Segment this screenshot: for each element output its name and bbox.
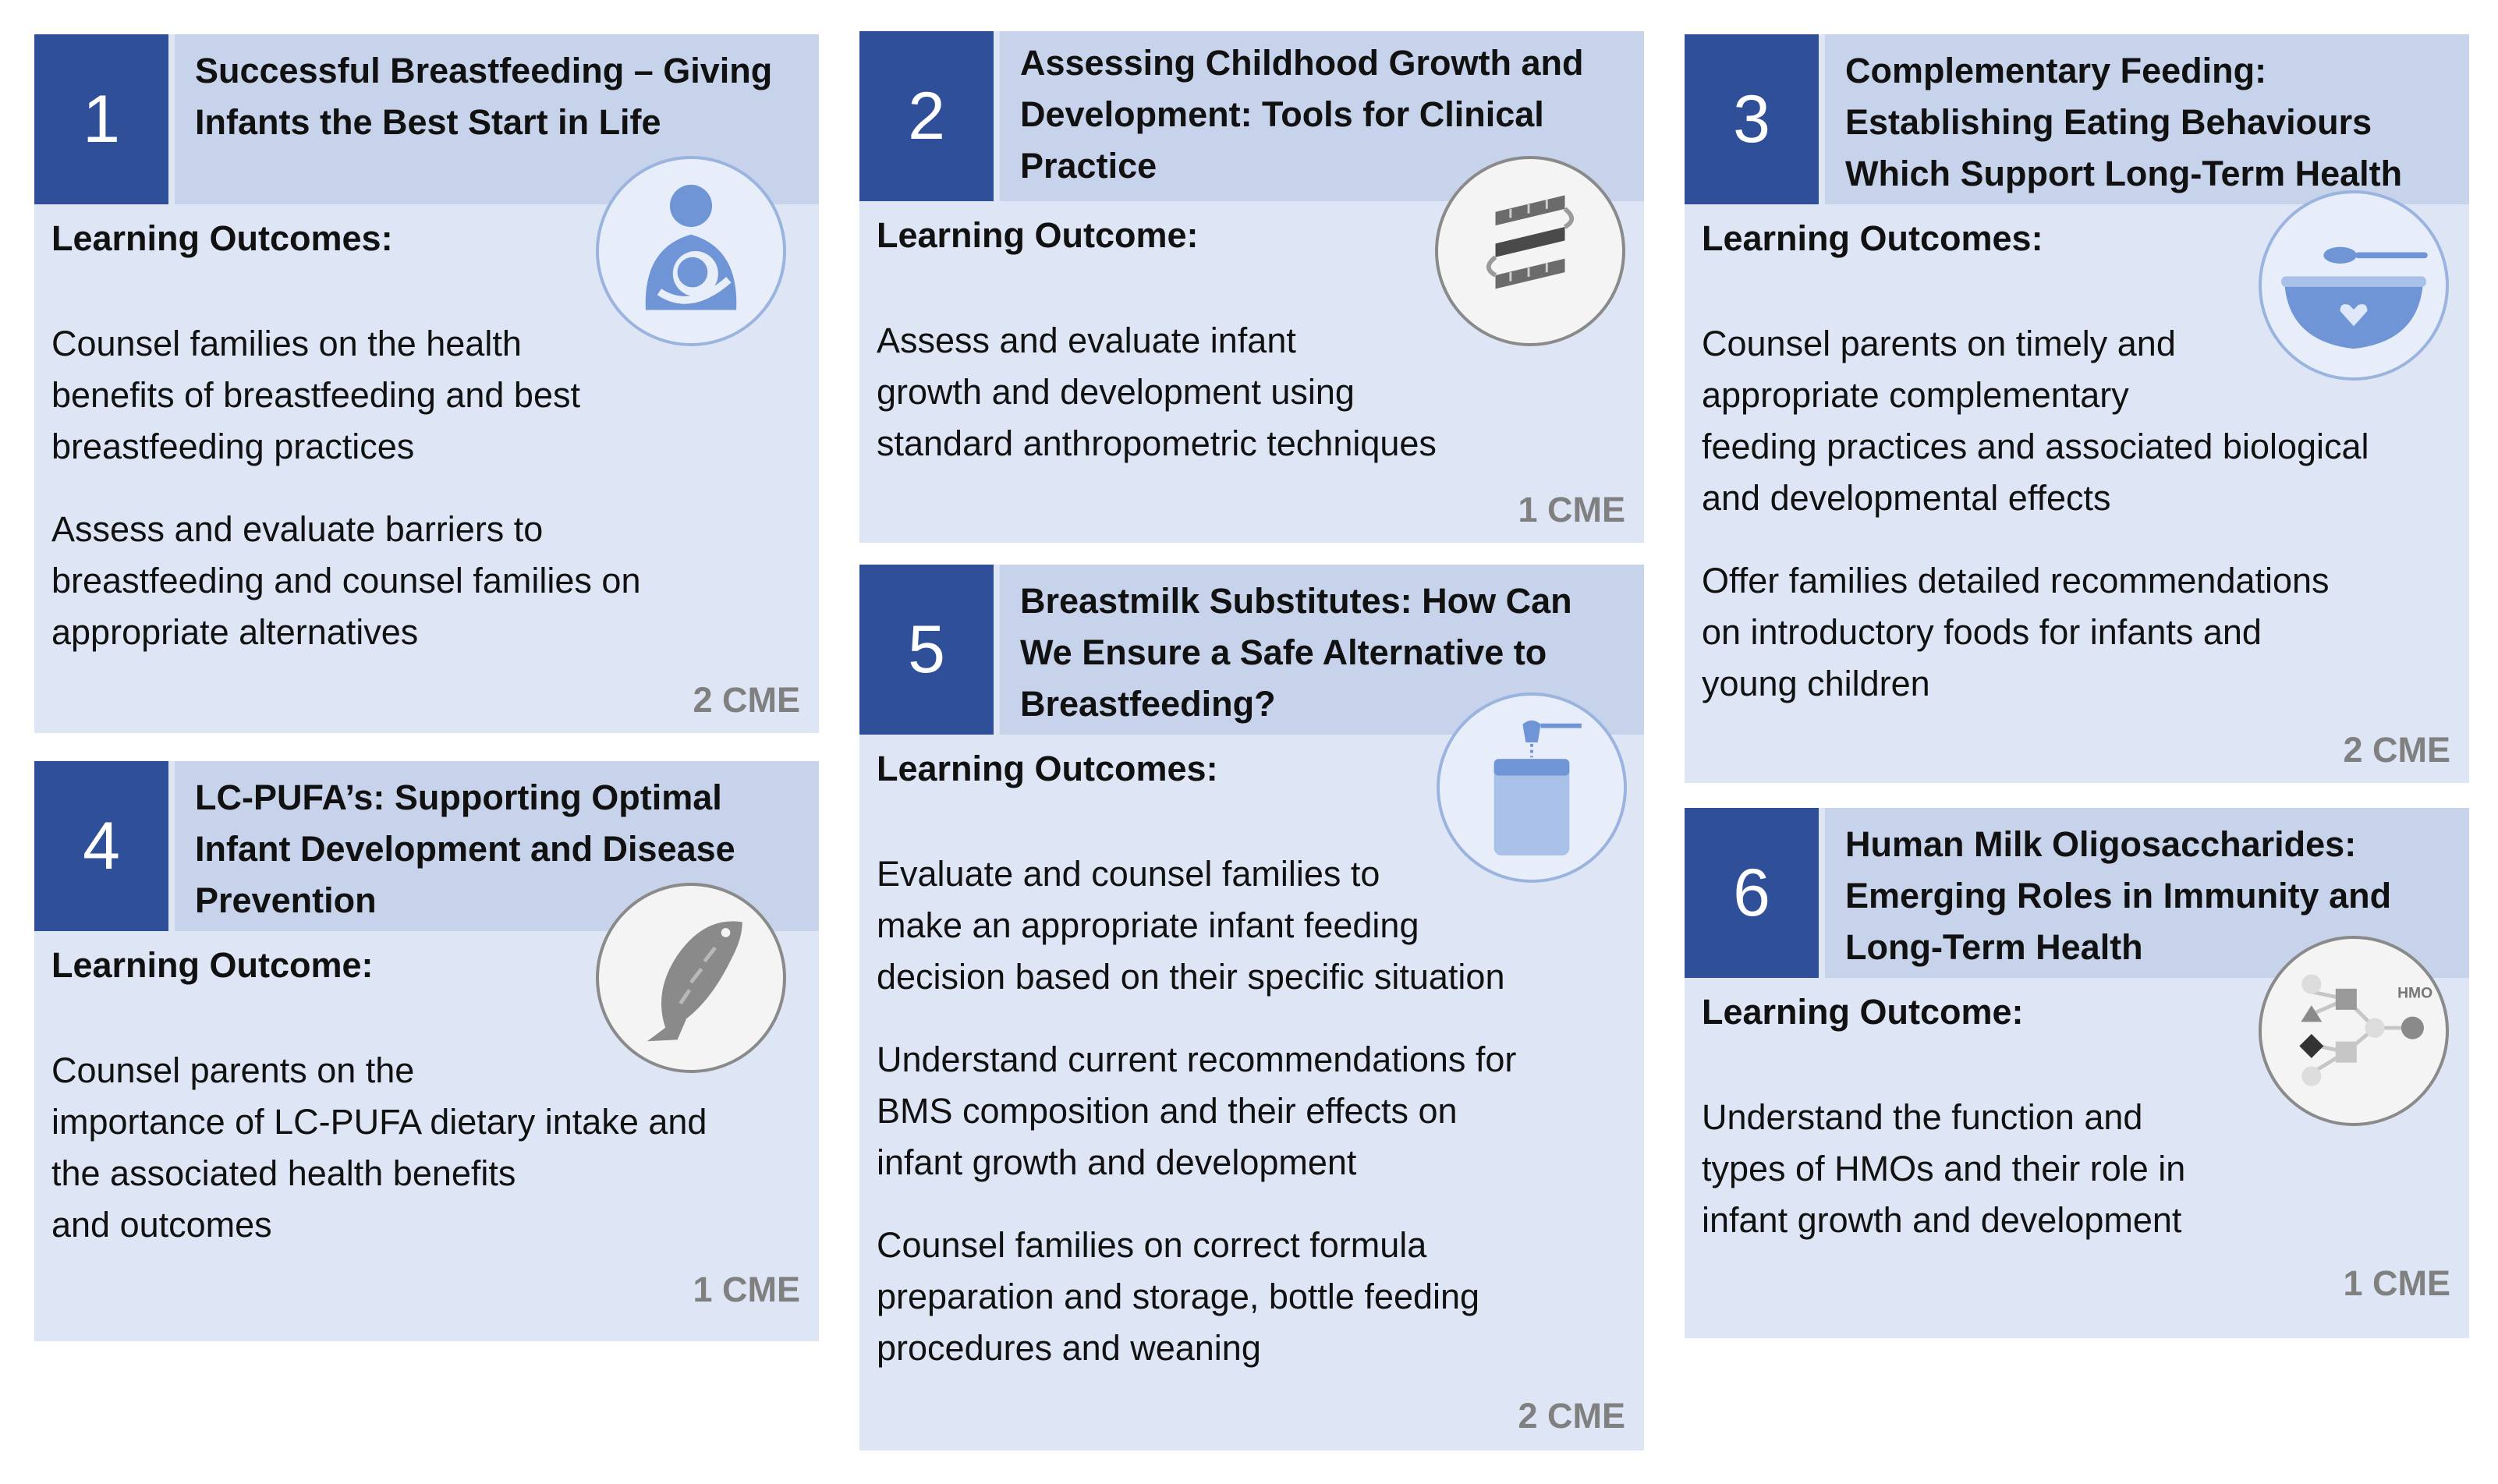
module-title: Human Milk Oligosaccharides: Emerging Roles in Immunity and Long-Term Health <box>1845 824 2392 967</box>
learning-outcomes-heading: Learning Outcomes: <box>877 749 1218 788</box>
module-card-2 <box>859 31 1644 543</box>
learning-outcome-text: Evaluate and counsel families to make an appropriate infant feeding decision based on their specific situation <box>877 854 1505 997</box>
module-number: 5 <box>859 565 994 735</box>
learning-outcomes-heading: Learning Outcome: <box>1702 992 2024 1032</box>
module-title-bar <box>1825 34 2469 204</box>
module-card-1 <box>34 34 819 733</box>
module-number: 3 <box>1685 34 1819 204</box>
module-title: Complementary Feeding: Establishing Eating Behaviours Which Support Long-Term Health <box>1845 51 2403 193</box>
module-title: Assessing Childhood Growth and Development: Tools for Clinical Practice <box>1020 43 1584 186</box>
learning-outcome-text: Offer families detailed recommendations on introductory foods for infants and young children <box>1702 561 2330 703</box>
learning-outcome-text: Understand current recommendations for BMS composition and their effects on infant growth and development <box>877 1040 1517 1182</box>
module-title: Successful Breastfeeding – Giving Infants the Best Start in Life <box>195 51 773 142</box>
cme-credits: 1 CME <box>693 1270 800 1309</box>
cme-credits: 2 CME <box>2343 730 2450 770</box>
module-header <box>1685 34 2469 204</box>
module-card-4 <box>34 761 819 1341</box>
module-card-3 <box>1685 34 2469 783</box>
measuring-tape-icon <box>1435 156 1625 346</box>
learning-outcome-text: Counsel families on the health benefits of breastfeeding and best breastfeeding practices <box>51 324 580 466</box>
learning-outcomes-heading: Learning Outcomes: <box>51 218 393 258</box>
learning-outcome-text: Assess and evaluate infant growth and development using standard anthropometric techniques <box>877 321 1437 463</box>
breastfeeding-mother-icon <box>596 156 786 346</box>
learning-outcomes-heading: Learning Outcome: <box>877 215 1199 255</box>
learning-outcome-text: Counsel families on correct formula preparation and storage, bottle feeding procedures and weaning <box>877 1225 1480 1368</box>
learning-outcomes-heading: Learning Outcomes: <box>1702 218 2043 258</box>
module-card-6 <box>1685 808 2469 1338</box>
learning-outcome-text: Understand the function and types of HMOs and their role in infant growth and development <box>1702 1097 2186 1240</box>
hmo-icon-label: HMO <box>2397 984 2433 1002</box>
cme-credits: 2 CME <box>693 680 800 720</box>
module-number: 6 <box>1685 808 1819 978</box>
cme-credits: 2 CME <box>1518 1396 1625 1436</box>
module-title: LC-PUFA’s: Supporting Optimal Infant Development and Disease Prevention <box>195 777 735 920</box>
module-number: 4 <box>34 761 168 931</box>
module-title: Breastmilk Substitutes: How Can We Ensure a Safe Alternative to Breastfeeding? <box>1020 581 1572 724</box>
cme-credits: 1 CME <box>2343 1263 2450 1303</box>
learning-outcome-text: Counsel parents on timely and appropriate complementary feeding practices and associated biological and developmental effects <box>1702 324 2369 518</box>
module-card-5 <box>859 565 1644 1450</box>
learning-outcomes-heading: Learning Outcome: <box>51 945 374 985</box>
module-number: 2 <box>859 31 994 201</box>
learning-outcome-text: Assess and evaluate barriers to breastfeeding and counsel families on appropriate alternatives <box>51 509 641 652</box>
learning-outcome-text: Counsel parents on the importance of LC-PUFA dietary intake and the associated health benefits and outcomes <box>51 1050 707 1245</box>
cme-credits: 1 CME <box>1518 490 1625 529</box>
module-number: 1 <box>34 34 168 204</box>
hmo-molecule-icon <box>2259 936 2449 1126</box>
